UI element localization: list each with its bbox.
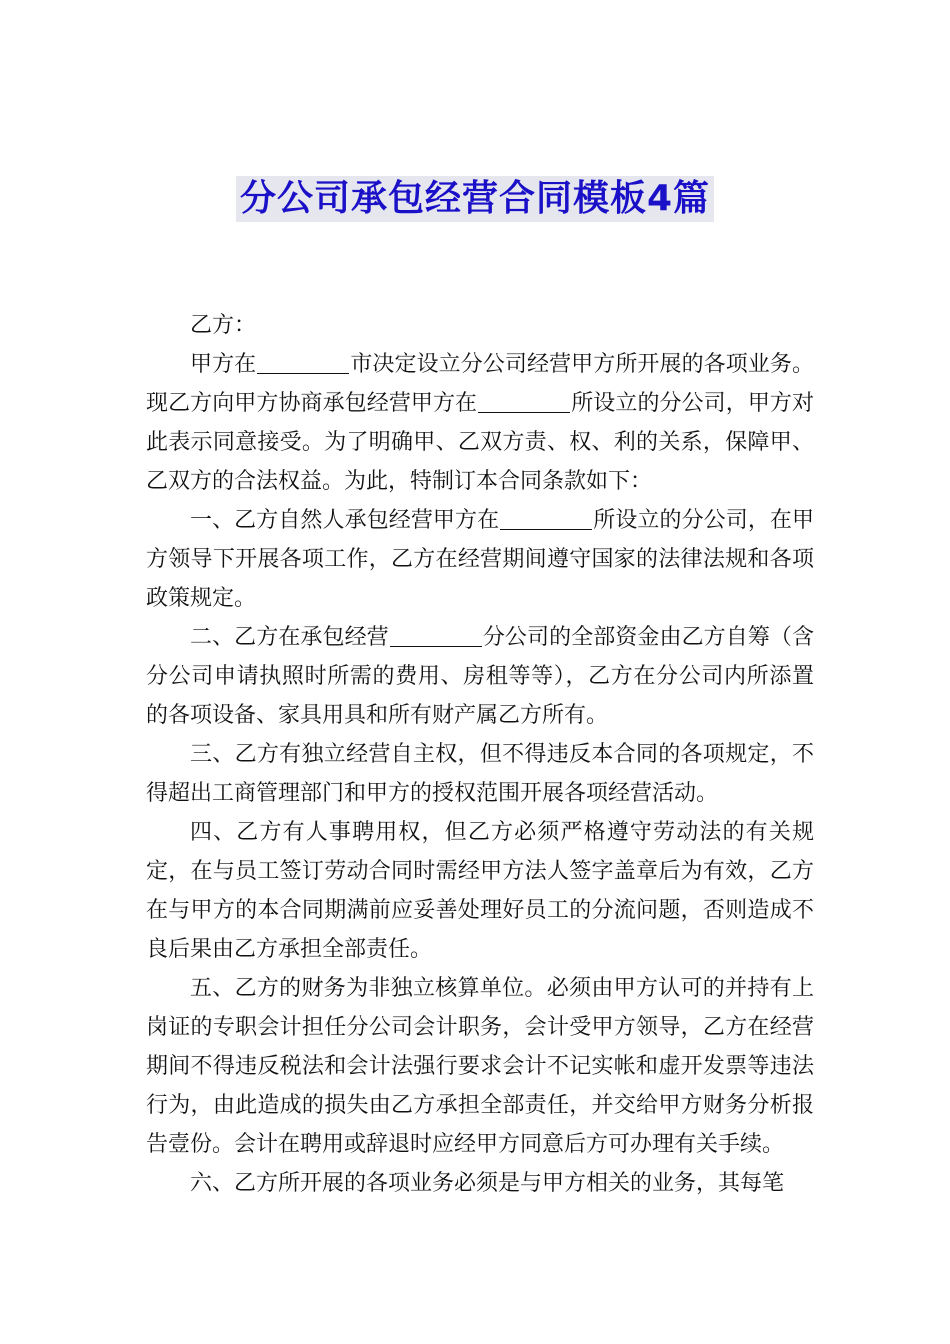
title-area [0, 176, 950, 222]
paragraph-clause-1 [146, 501, 814, 618]
text-segment: 一、乙方自然人承包经营甲方在 [190, 508, 500, 533]
paragraph-clause-2 [146, 618, 814, 735]
text-segment: 所设立的分公司，甲方对此表示同意接受。为了明确甲、乙双方责、权、利的关系，保障甲、乙双方的合法权益。为此，特制订本合同条款如下： [146, 391, 814, 494]
text-segment: 市决定设立分公司经营甲方所开展的各项业务。现乙方向甲方协商承包经营甲方在 [146, 352, 814, 416]
document-title: 分公司承包经营合同模板4篇 [236, 176, 714, 222]
fill-in-blank [257, 351, 349, 374]
paragraph-preamble [146, 345, 814, 501]
text-segment: 二、乙方在承包经营 [190, 625, 389, 650]
text-segment: 所设立的分公司，在甲方领导下开展各项工作，乙方在经营期间遵守国家的法律法规和各项政策规定。 [146, 508, 814, 611]
text-segment: 六、乙方所开展的各项业务必须是与甲方相关的业务，其每笔 [190, 1171, 785, 1196]
paragraph-clause-5 [146, 969, 814, 1164]
text-segment: 四、乙方有人事聘用权，但乙方必须严格遵守劳动法的有关规定，在与员工签订劳动合同时需经甲方法人签字盖章后为有效，乙方在与甲方的本合同期满前应妥善处理好员工的分流问题，否则造成不良后果由乙方承担全部责任。 [146, 820, 814, 962]
paragraph-clause-6 [146, 1164, 814, 1203]
document-body [146, 306, 814, 1203]
paragraph-party-b [146, 306, 814, 345]
text-segment: 三、乙方有独立经营自主权，但不得违反本合同的各项规定，不得超出工商管理部门和甲方的授权范围开展各项经营活动。 [146, 742, 814, 806]
fill-in-blank [478, 390, 570, 413]
paragraph-clause-4 [146, 813, 814, 969]
text-segment: 乙方： [190, 313, 257, 338]
paragraph-clause-3 [146, 735, 814, 813]
text-segment: 分公司的全部资金由乙方自筹（含分公司申请执照时所需的费用、房租等等），乙方在分公司内所添置的各项设备、家具用具和所有财产属乙方所有。 [146, 625, 814, 728]
fill-in-blank [390, 624, 482, 647]
text-segment: 甲方在 [190, 352, 257, 377]
text-segment: 五、乙方的财务为非独立核算单位。必须由甲方认可的并持有上岗证的专职会计担任分公司会计职务，会计受甲方领导，乙方在经营期间不得违反税法和会计法强行要求会计不记实帐和虚开发票等违法行为，由此造成的损失由乙方承担全部责任，并交给甲方财务分析报告壹份。会计在聘用或辞退时应经甲方同意后方可办理有关手续。 [146, 976, 814, 1157]
fill-in-blank [500, 507, 592, 530]
